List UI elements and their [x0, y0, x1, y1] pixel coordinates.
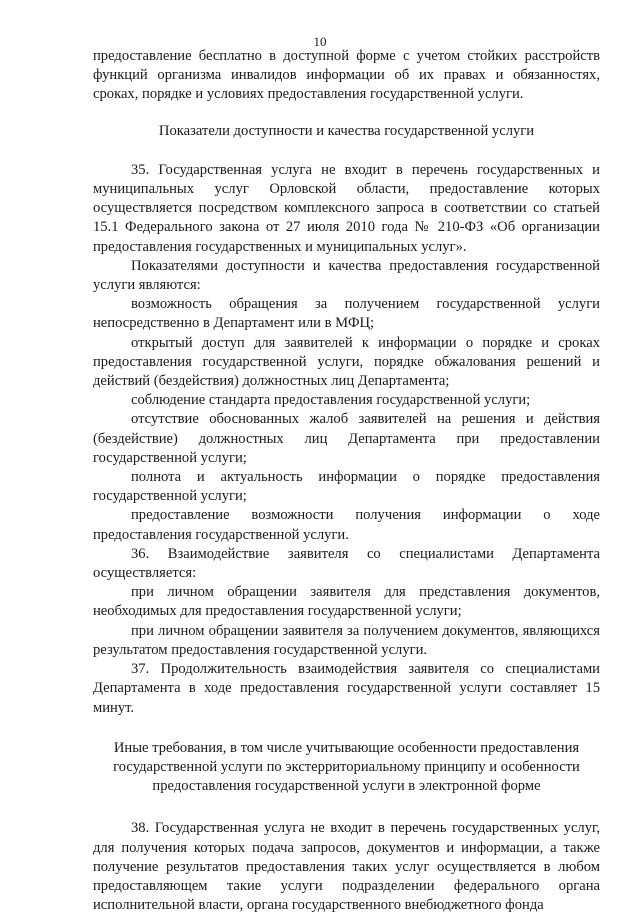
list-item-indicator-5: полнота и актуальность информации о порядке предоставления государственной услуги;	[93, 469, 600, 505]
list-item-indicator-6: предоставление возможности получения информации о ходе предоставления государственной услуги.	[93, 507, 600, 543]
list-item-interaction-1: при личном обращении заявителя для представления документов, необходимых для предоставления государственной услуги;	[93, 584, 600, 620]
page-number: 10	[313, 34, 327, 49]
paragraph-36: 36. Взаимодействие заявителя со специалистами Департамента осуществляется:	[93, 545, 600, 582]
list-item-indicator-4: отсутствие обоснованных жалоб заявителей на решения и действия (бездействие) должностных лиц Департамента при предоставлении государственной услуги;	[93, 411, 600, 466]
list-item-indicator-2: открытый доступ для заявителей к информации о порядке и сроках предоставления государственной услуги, порядке обжалования решений и действий (бездействия) должностных лиц Департамента;	[93, 334, 600, 390]
paragraph-37: 37. Продолжительность взаимодействия заявителя со специалистами Департамента в ходе предоставления государственной услуги составляет 15 минут.	[93, 661, 600, 716]
paragraph-35: 35. Государственная услуга не входит в перечень государственных и муниципальных услуг Орловской области, предоставление которых осуществляется посредством комплексного запроса в соответствии со статьей 15.1 Федерального закона от 27 июля 2010 года № 210-ФЗ «Об организации предоставления государственных и муниципальных услуг».	[93, 161, 600, 255]
paragraph-continuation: предоставление бесплатно в доступной форме с учетом стойких расстройств функций организма инвалидов информации об их правах и обязанностях, сроках, порядке и условиях предоставления государственной услуги.	[93, 48, 600, 103]
document-body	[93, 47, 600, 915]
paragraph-indicators-intro: Показателями доступности и качества предоставления государственной услуги являются:	[93, 257, 600, 294]
section-heading-other-requirements: Иные требования, в том числе учитывающие особенности предоставления государственной услуги по экстерриториальному принципу и особенности предоставления государственной услуги в электронной форме	[113, 739, 580, 795]
section-heading-accessibility: Показатели доступности и качества государственной услуги	[158, 122, 535, 139]
paragraph-38: 38. Государственная услуга не входит в перечень государственных услуг, для получения которых подача запросов, документов и информации, а также получение результатов предоставления таких услуг осуществляется в любом предоставляющем такие услуги подразделении федерального органа исполнительной власти, органа государственного внебюджетного фонда	[93, 820, 600, 914]
list-item-indicator-1: возможность обращения за получением государственной услуги непосредственно в Департамент или в МФЦ;	[93, 296, 600, 332]
list-item-interaction-2: при личном обращении заявителя за получением документов, являющихся результатом предоставления государственной услуги.	[93, 622, 600, 658]
list-item-indicator-3: соблюдение стандарта предоставления государственной услуги;	[131, 392, 531, 409]
